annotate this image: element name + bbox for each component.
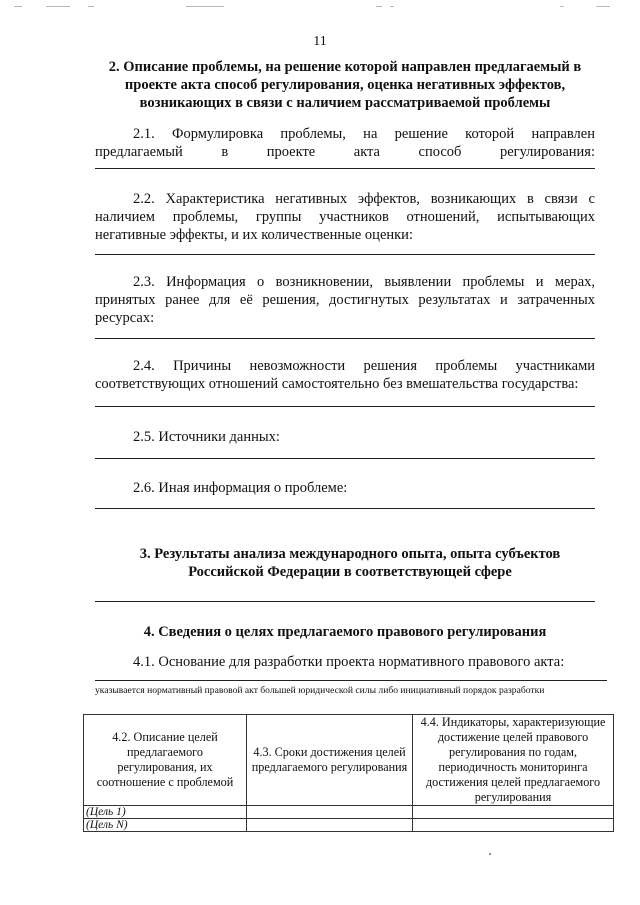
answer-line-2-2 [95, 254, 595, 255]
scan-speck [489, 853, 491, 855]
scan-artifact-strip [0, 4, 640, 10]
header-goal-description: 4.2. Описание целей предлагаемого регулирования, их соотношение с проблемой [84, 715, 247, 806]
table-cell [247, 806, 413, 819]
answer-line-2-6 [95, 508, 595, 509]
item-2-4: 2.4. Причины невозможности решения проблемы участниками соответствующих отношений самостоятельно без вмешательства государства: [95, 358, 595, 392]
section-3-heading: 3. Результаты анализа международного опыта, опыта субъектов Российской Федерации в соответствующей сфере [139, 546, 561, 580]
answer-line-2-4 [95, 406, 595, 407]
table-row [84, 806, 614, 819]
answer-line-2-1 [95, 168, 595, 169]
header-goal-deadlines: 4.3. Сроки достижения целей предлагаемого регулирования [247, 715, 413, 806]
table-cell [413, 806, 614, 819]
goals-table-header-row [84, 715, 614, 806]
item-2-5: 2.5. Источники данных: [133, 429, 280, 445]
table-cell [413, 819, 614, 832]
row-goal-label: (Цель 1) [84, 806, 247, 819]
item-2-6: 2.6. Иная информация о проблеме: [133, 480, 348, 496]
item-2-3: 2.3. Информация о возникновении, выявлении проблемы и мерах, принятых ранее для её решения, достигнутых результатах и затраченных ресурсах: [95, 274, 595, 326]
item-2-2: 2.2. Характеристика негативных эффектов, возникающих в связи с наличием проблемы, группы участников отношений, испытывающих негативные эффекты, и их количественные оценки: [95, 191, 595, 243]
item-4-1-note: указывается нормативный правовой акт большей юридической силы либо инициативный порядок разработки [95, 685, 545, 696]
section-4-heading: 4. Сведения о целях предлагаемого правового регулирования [143, 624, 547, 640]
table-cell [247, 819, 413, 832]
page-number: 11 [313, 34, 327, 49]
row-goal-label: (Цель N) [84, 819, 247, 832]
answer-line-4-1 [95, 680, 607, 681]
item-2-1: 2.1. Формулировка проблемы, на решение которой направлен предлагаемый в проекте акта способ регулирования: [95, 126, 595, 160]
section-2-heading: 2. Описание проблемы, на решение которой направлен предлагаемый в проекте акта способ регулирования, оценка негативных эффектов, возникающих в связи с наличием рассматриваемой проблемы [108, 59, 582, 111]
table-row [84, 819, 614, 832]
header-goal-indicators: 4.4. Индикаторы, характеризующие достижение целей правового регулирования по годам, периодичность мониторинга достижения целей предлагаемого регулирования [413, 715, 614, 806]
answer-line-2-5 [95, 458, 595, 459]
answer-line-2-3 [95, 338, 595, 339]
goals-table [83, 714, 614, 832]
answer-line-3 [95, 601, 595, 602]
item-4-1: 4.1. Основание для разработки проекта нормативного правового акта: [133, 654, 565, 670]
